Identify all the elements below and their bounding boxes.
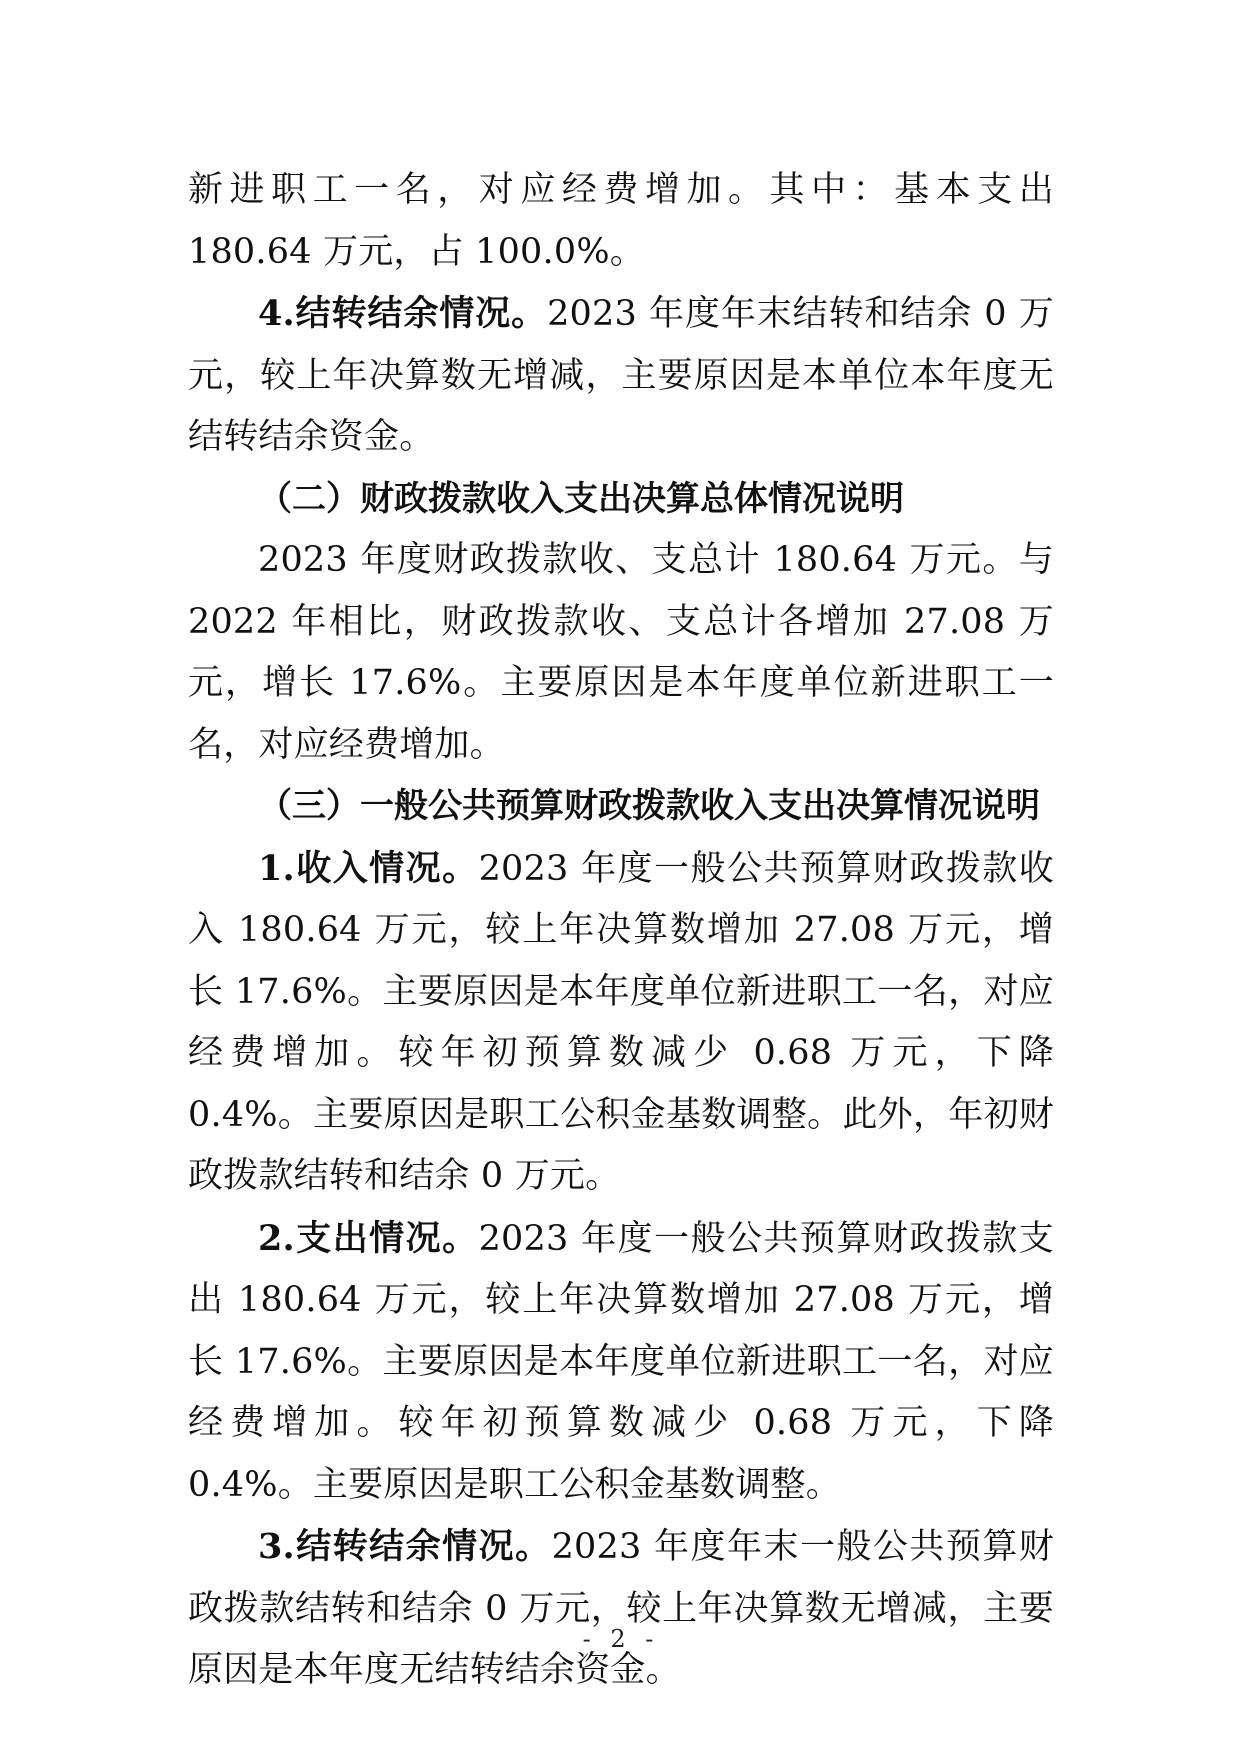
paragraph-text: 2023 年度一般公共预算财政拨款支出 180.64 万元，较上年决算数增加 27.08 万元，增长 17.6%。主要原因是本年度单位新进职工一名，对应经费增加。较年初预算数减少 0.68 万元，下降 0.4%。主要原因是职工公积金基数调整。 [188, 1218, 1054, 1505]
paragraph-lead: 1.收入情况。 [258, 847, 479, 889]
paragraph-income [188, 838, 1054, 1208]
paragraph-fiscal-overview: 2023 年度财政拨款收、支总计 180.64 万元。与 2022 年相比，财政拨款收、支总计各增加 27.08 万元，增长 17.6%。主要原因是本年度单位新进职工一名，对应经费增加。 [188, 540, 1054, 765]
paragraph-general-carryover [188, 1516, 1054, 1702]
paragraph-text: 2023 年度年末一般公共预算财政拨款结转和结余 0 万元，较上年决算数无增减，主要原因是本年度无结转结余资金。 [188, 1527, 1055, 1690]
paragraph-lead: 2.支出情况。 [258, 1217, 479, 1259]
paragraph-text: 2023 年度一般公共预算财政拨款收入 180.64 万元，较上年决算数增加 27.08 万元，增长 17.6%。主要原因是本年度单位新进职工一名，对应经费增加。较年初预算数减少 0.68 万元，下降 0.4%。主要原因是职工公积金基数调整。此外，年初财政拨款结转和结余 0 万元。 [188, 848, 1054, 1196]
page-number: - 2 - [582, 1625, 660, 1653]
document-body [188, 160, 1054, 1702]
section-heading-2: （二）财政拨款收入支出决算总体情况说明 [258, 478, 904, 519]
paragraph-lead: 3.结转结余情况。 [258, 1526, 552, 1567]
paragraph-carryover-balance [188, 283, 1054, 469]
paragraph-text: 2023 年度年末结转和结余 0 万元，较上年决算数无增减，主要原因是本单位本年度无结转结余资金。 [188, 294, 1054, 457]
paragraph-expenditure [188, 1208, 1054, 1517]
paragraph-lead: 4.结转结余情况。 [258, 293, 548, 334]
section-heading-3: （三）一般公共预算财政拨款收入支出决算情况说明 [258, 786, 1040, 826]
paragraph-continued: 新进职工一名，对应经费增加。其中：基本支出 180.64 万元，占 100.0%。 [188, 170, 1054, 272]
